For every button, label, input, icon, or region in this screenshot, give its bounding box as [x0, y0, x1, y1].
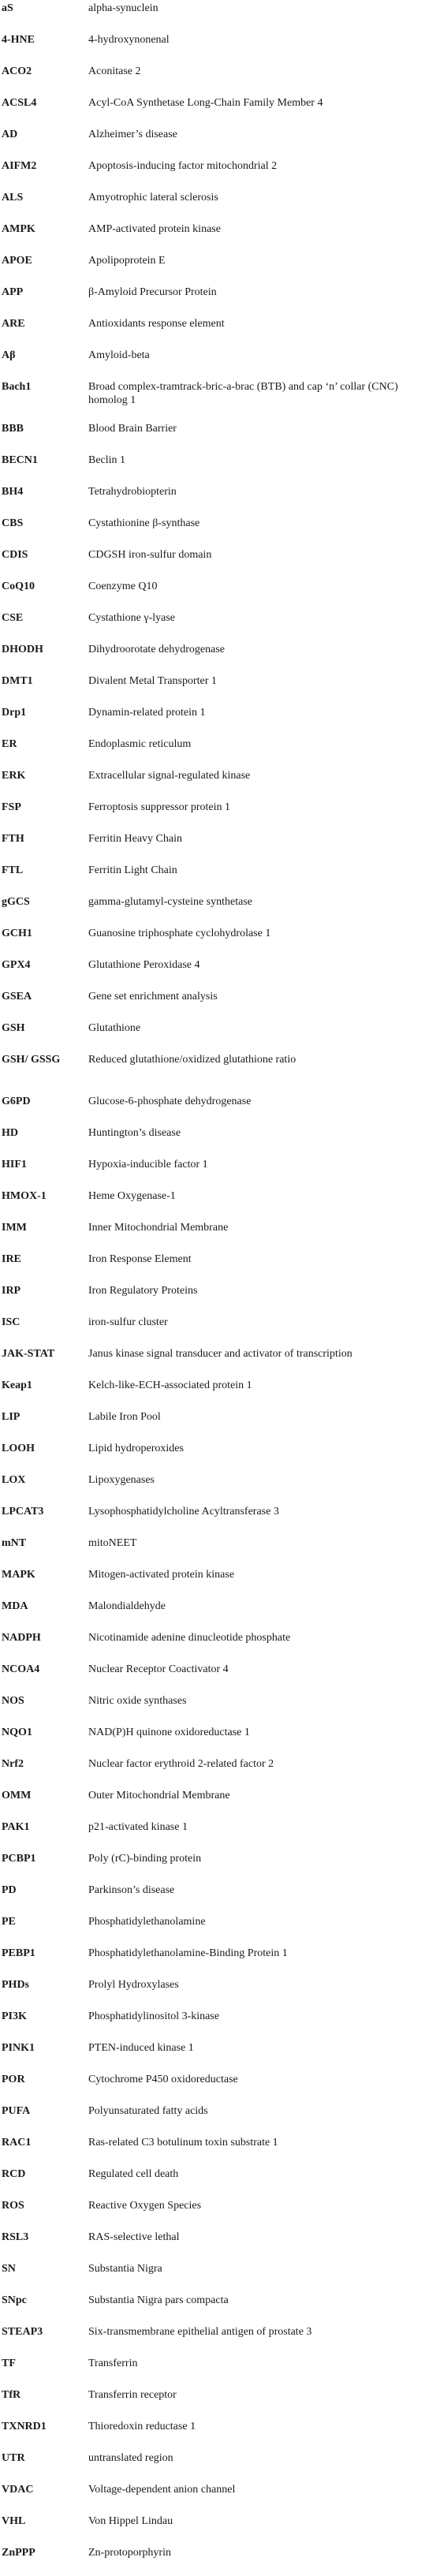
abbreviation-row — [0, 988, 440, 1020]
abbreviation-term: BECN1 — [2, 454, 38, 466]
abbreviation-row — [0, 1125, 440, 1156]
abbreviation-term: AMPK — [2, 223, 35, 235]
abbreviation-term: IRE — [2, 1253, 21, 1265]
abbreviation-term: Keap1 — [2, 1379, 32, 1391]
abbreviation-term: SNpc — [2, 2294, 27, 2306]
abbreviation-definition: Ferritin Heavy Chain — [88, 833, 182, 845]
abbreviation-term: VDAC — [2, 2484, 34, 2496]
abbreviation-row — [0, 1661, 440, 1693]
abbreviation-definition: Kelch-like-ECH-associated protein 1 — [88, 1379, 252, 1391]
abbreviation-term: CoQ10 — [2, 581, 35, 592]
abbreviation-term: HMOX-1 — [2, 1190, 47, 1202]
abbreviation-row — [0, 2324, 440, 2355]
abbreviation-term: DMT1 — [2, 675, 33, 687]
abbreviation-row — [0, 189, 440, 221]
abbreviation-row — [0, 547, 440, 578]
abbreviation-term: GPX4 — [2, 959, 31, 971]
abbreviation-definition: Cytochrome P450 oxidoreductase — [88, 2074, 238, 2085]
abbreviation-definition: Zn-protoporphyrin — [88, 2547, 171, 2559]
abbreviation-definition: Heme Oxygenase-1 — [88, 1190, 176, 1202]
abbreviation-term: ARE — [2, 318, 25, 330]
abbreviation-row — [0, 1535, 440, 1566]
abbreviation-definition: Aconitase 2 — [88, 65, 141, 77]
abbreviation-definition: Inner Mitochondrial Membrane — [88, 1222, 229, 1234]
abbreviation-term: Drp1 — [2, 707, 27, 719]
abbreviation-definition: PTEN-induced kinase 1 — [88, 2042, 194, 2054]
abbreviation-term: FTL — [2, 864, 24, 876]
abbreviation-term: LOOH — [2, 1443, 35, 1454]
abbreviation-row — [0, 1314, 440, 1346]
abbreviation-term: G6PD — [2, 1096, 31, 1107]
abbreviation-definition: Divalent Metal Transporter 1 — [88, 675, 217, 687]
abbreviation-term: ACSL4 — [2, 97, 37, 109]
abbreviation-term: APP — [2, 286, 24, 298]
abbreviation-term: VHL — [2, 2515, 26, 2527]
abbreviation-term: 4-HNE — [2, 34, 35, 46]
abbreviation-row — [0, 1409, 440, 1440]
abbreviation-definition: Phosphatidylinositol 3-kinase — [88, 2010, 220, 2022]
abbreviation-term: UTR — [2, 2452, 25, 2464]
abbreviation-row — [0, 95, 440, 126]
abbreviation-row — [0, 0, 440, 32]
abbreviation-term: PAK1 — [2, 1821, 30, 1833]
abbreviation-definition: Antioxidants response element — [88, 318, 225, 330]
abbreviation-row — [0, 1977, 440, 2008]
abbreviation-row — [0, 2197, 440, 2229]
abbreviation-definition: Lysophosphatidylcholine Acyltransferase 3 — [88, 1506, 279, 1518]
abbreviation-row — [0, 578, 440, 610]
abbreviation-definition: Reduced glutathione/oxidized glutathione ratio — [88, 1054, 296, 1066]
abbreviation-definition: Alzheimer’s disease — [88, 129, 177, 140]
abbreviation-row — [0, 284, 440, 315]
abbreviation-row — [0, 2134, 440, 2166]
abbreviation-row — [0, 1566, 440, 1598]
abbreviation-term: STEAP3 — [2, 2326, 43, 2338]
abbreviation-term: Aβ — [2, 349, 16, 361]
abbreviation-definition: Nicotinamide adenine dinucleotide phosphate — [88, 1632, 291, 1644]
abbreviation-row — [0, 1913, 440, 1945]
abbreviation-definition: Lipid hydroperoxides — [88, 1443, 184, 1454]
abbreviation-definition: Glutathione — [88, 1022, 141, 1034]
abbreviation-definition: Poly (rC)-binding protein — [88, 1853, 202, 1865]
abbreviation-definition: Ferritin Light Chain — [88, 864, 177, 876]
abbreviation-term: TXNRD1 — [2, 2421, 47, 2432]
abbreviation-definition: Thioredoxin reductase 1 — [88, 2421, 196, 2432]
abbreviation-row — [0, 799, 440, 831]
abbreviation-row — [0, 831, 440, 862]
abbreviation-term: ROS — [2, 2200, 24, 2212]
abbreviation-row — [0, 1598, 440, 1630]
abbreviation-row — [0, 221, 440, 252]
abbreviation-definition: Malondialdehyde — [88, 1600, 166, 1612]
abbreviation-definition: Endoplasmic reticulum — [88, 738, 192, 750]
abbreviation-definition: Nuclear factor erythroid 2-related factor 2 — [88, 1758, 274, 1770]
abbreviation-definition: Gene set enrichment analysis — [88, 991, 218, 1002]
abbreviation-definition: Voltage-dependent anion channel — [88, 2484, 236, 2496]
abbreviation-row — [0, 1819, 440, 1850]
abbreviation-definition: Cystathione γ-lyase — [88, 612, 175, 624]
abbreviation-term: PEBP1 — [2, 1947, 35, 1959]
abbreviation-row — [0, 2040, 440, 2071]
abbreviation-definition: Transferrin receptor — [88, 2389, 177, 2401]
abbreviation-row — [0, 483, 440, 515]
abbreviation-row — [0, 420, 440, 452]
abbreviation-term: MAPK — [2, 1569, 35, 1581]
abbreviation-term: RAC1 — [2, 2137, 32, 2149]
abbreviation-row — [0, 1188, 440, 1219]
abbreviation-row — [0, 925, 440, 957]
abbreviation-definition: Guanosine triphosphate cyclohydrolase 1 — [88, 928, 271, 939]
abbreviation-term: LPCAT3 — [2, 1506, 44, 1518]
abbreviation-term: LOX — [2, 1474, 26, 1486]
abbreviation-definition: Parkinson’s disease — [88, 1884, 175, 1896]
abbreviation-definition: Reactive Oxygen Species — [88, 2200, 202, 2212]
abbreviation-row — [0, 1724, 440, 1756]
abbreviation-definition: Amyloid-beta — [88, 349, 150, 361]
abbreviation-row — [0, 2261, 440, 2292]
abbreviation-definition: Apolipoprotein E — [88, 255, 166, 267]
abbreviation-definition: Phosphatidylethanolamine-Binding Protein 1 — [88, 1947, 288, 1959]
abbreviation-row — [0, 862, 440, 894]
abbreviation-definition: Tetrahydrobiopterin — [88, 486, 177, 498]
abbreviation-definition: Amyotrophic lateral sclerosis — [88, 192, 218, 203]
abbreviation-definition: Substantia Nigra pars compacta — [88, 2294, 229, 2306]
abbreviation-row — [0, 126, 440, 158]
abbreviation-term: MDA — [2, 1600, 28, 1612]
abbreviation-term: NQO1 — [2, 1727, 32, 1738]
abbreviation-row — [0, 641, 440, 673]
abbreviation-term: AIFM2 — [2, 160, 37, 172]
abbreviation-definition: Six-transmembrane epithelial antigen of prostate 3 — [88, 2326, 312, 2338]
abbreviation-row — [0, 1377, 440, 1409]
abbreviation-definition: iron-sulfur cluster — [88, 1316, 168, 1328]
abbreviation-definition: Iron Response Element — [88, 1253, 192, 1265]
abbreviation-term: CDIS — [2, 549, 28, 561]
abbreviation-term: ALS — [2, 192, 24, 203]
abbreviation-row — [0, 2166, 440, 2197]
abbreviation-row — [0, 704, 440, 736]
abbreviation-row — [0, 1693, 440, 1724]
abbreviation-row — [0, 1630, 440, 1661]
abbreviation-row — [0, 2544, 440, 2576]
abbreviation-row — [0, 1251, 440, 1282]
abbreviation-definition: Phosphatidylethanolamine — [88, 1916, 206, 1928]
abbreviation-row — [0, 1282, 440, 1314]
abbreviation-term: GCH1 — [2, 928, 32, 939]
abbreviation-definition: Regulated cell death — [88, 2168, 179, 2180]
abbreviation-term: POR — [2, 2074, 25, 2085]
abbreviation-row — [0, 379, 440, 420]
abbreviation-definition: CDGSH iron-sulfur domain — [88, 549, 212, 561]
abbreviation-definition: Ras-related C3 botulinum toxin substrate 1 — [88, 2137, 278, 2149]
abbreviation-row — [0, 2229, 440, 2261]
abbreviation-term: FTH — [2, 833, 24, 845]
abbreviation-term: aS — [2, 2, 13, 14]
abbreviation-definition: NAD(P)H quinone oxidoreductase 1 — [88, 1727, 250, 1738]
abbreviation-row — [0, 1756, 440, 1787]
abbreviation-term: ZnPPP — [2, 2547, 35, 2559]
abbreviation-term: HIF1 — [2, 1159, 27, 1170]
abbreviation-term: ER — [2, 738, 17, 750]
abbreviation-definition: Beclin 1 — [88, 454, 126, 466]
abbreviation-term: OMM — [2, 1790, 32, 1801]
abbreviation-term: NADPH — [2, 1632, 41, 1644]
abbreviation-term: TfR — [2, 2389, 21, 2401]
abbreviation-term: BH4 — [2, 486, 24, 498]
abbreviation-term: PCBP1 — [2, 1853, 36, 1865]
abbreviation-definition: Cystathionine β-synthase — [88, 517, 200, 529]
abbreviation-term: Nrf2 — [2, 1758, 24, 1770]
abbreviation-definition: untranslated region — [88, 2452, 173, 2464]
abbreviation-term: PHDs — [2, 1979, 29, 1991]
abbreviation-row — [0, 2071, 440, 2103]
abbreviation-term: IRP — [2, 1285, 21, 1297]
abbreviation-definition: Glutathione Peroxidase 4 — [88, 959, 200, 971]
abbreviation-term: ACO2 — [2, 65, 32, 77]
abbreviation-row — [0, 1440, 440, 1472]
abbreviation-row — [0, 1093, 440, 1125]
abbreviation-definition: Janus kinase signal transducer and activator of transcription — [88, 1348, 352, 1360]
abbreviation-term: Bach1 — [2, 381, 32, 393]
abbreviation-definition: Substantia Nigra — [88, 2263, 162, 2275]
abbreviation-row — [0, 767, 440, 799]
abbreviation-term: BBB — [2, 423, 24, 435]
abbreviation-row — [0, 315, 440, 347]
abbreviation-definition: Nuclear Receptor Coactivator 4 — [88, 1663, 229, 1675]
abbreviation-definition: RAS-selective lethal — [88, 2231, 180, 2243]
abbreviation-row — [0, 515, 440, 547]
abbreviation-definition: Iron Regulatory Proteins — [88, 1285, 198, 1297]
abbreviation-term: gGCS — [2, 896, 30, 908]
abbreviation-row — [0, 1472, 440, 1503]
abbreviation-row — [0, 32, 440, 63]
abbreviation-definition: Apoptosis-inducing factor mitochondrial 2 — [88, 160, 278, 172]
abbreviation-definition: 4-hydroxynonenal — [88, 34, 170, 46]
abbreviation-term: GSEA — [2, 991, 32, 1002]
abbreviation-term: ISC — [2, 1316, 21, 1328]
abbreviation-definition: Polyunsaturated fatty acids — [88, 2105, 208, 2117]
abbreviation-term: CBS — [2, 517, 24, 529]
abbreviation-row — [0, 1787, 440, 1819]
abbreviation-term: PI3K — [2, 2010, 27, 2022]
abbreviation-row — [0, 1850, 440, 1882]
abbreviation-term: AD — [2, 129, 18, 140]
abbreviation-term: NOS — [2, 1695, 24, 1707]
abbreviation-term: TF — [2, 2358, 16, 2369]
abbreviation-definition: Mitogen-activated protein kinase — [88, 1569, 235, 1581]
abbreviation-row — [0, 2387, 440, 2418]
abbreviation-definition: Outer Mitochondrial Membrane — [88, 1790, 230, 1801]
abbreviation-term: RSL3 — [2, 2231, 29, 2243]
abbreviation-row — [0, 957, 440, 988]
abbreviation-definition: Labile Iron Pool — [88, 1411, 161, 1423]
abbreviation-definition: Transferrin — [88, 2358, 138, 2369]
abbreviation-definition: Coenzyme Q10 — [88, 581, 158, 592]
abbreviation-row — [0, 452, 440, 483]
abbreviation-definition: β-Amyloid Precursor Protein — [88, 286, 217, 298]
abbreviation-row — [0, 252, 440, 284]
abbreviation-row — [0, 1219, 440, 1251]
abbreviation-definition: AMP-activated protein kinase — [88, 223, 221, 235]
abbreviation-definition: Blood Brain Barrier — [88, 423, 177, 435]
abbreviation-row — [0, 347, 440, 379]
abbreviation-term: IMM — [2, 1222, 27, 1234]
abbreviation-row — [0, 610, 440, 641]
abbreviation-term: PE — [2, 1916, 16, 1928]
abbreviation-row — [0, 2513, 440, 2544]
abbreviation-term: GSH/ GSSG — [2, 1054, 61, 1066]
abbreviation-row — [0, 2292, 440, 2324]
abbreviation-term: JAK-STAT — [2, 1348, 55, 1360]
abbreviation-term: RCD — [2, 2168, 26, 2180]
abbreviation-definition: Nitric oxide synthases — [88, 1695, 187, 1707]
abbreviation-definition: Glucose-6-phosphate dehydrogenase — [88, 1096, 252, 1107]
abbreviation-definition: Hypoxia-inducible factor 1 — [88, 1159, 208, 1170]
abbreviation-definition: mitoNEET — [88, 1537, 137, 1549]
abbreviation-term: FSP — [2, 801, 21, 813]
abbreviation-row — [0, 2418, 440, 2450]
abbreviation-row — [0, 1346, 440, 1377]
abbreviation-row — [0, 2355, 440, 2387]
abbreviation-definition: Extracellular signal-regulated kinase — [88, 770, 251, 782]
abbreviation-row — [0, 1156, 440, 1188]
abbreviation-definition: gamma-glutamyl-cysteine synthetase — [88, 896, 252, 908]
abbreviation-row — [0, 158, 440, 189]
abbreviation-definition: Huntington’s disease — [88, 1127, 181, 1139]
abbreviation-term: PD — [2, 1884, 17, 1896]
abbreviation-definition: p21-activated kinase 1 — [88, 1821, 188, 1833]
abbreviation-row — [0, 2008, 440, 2040]
abbreviation-term: LIP — [2, 1411, 21, 1423]
abbreviation-row — [0, 736, 440, 767]
abbreviation-row — [0, 1503, 440, 1535]
abbreviation-term: PINK1 — [2, 2042, 35, 2054]
abbreviation-term: CSE — [2, 612, 24, 624]
abbreviation-term: DHODH — [2, 644, 43, 655]
abbreviation-term: ERK — [2, 770, 26, 782]
abbreviation-term: SN — [2, 2263, 16, 2275]
abbreviation-row — [0, 1020, 440, 1051]
abbreviation-row — [0, 673, 440, 704]
abbreviation-row — [0, 2450, 440, 2481]
abbreviation-term: NCOA4 — [2, 1663, 40, 1675]
abbreviation-definition: Acyl-CoA Synthetase Long-Chain Family Member 4 — [88, 97, 323, 109]
abbreviation-row — [0, 1882, 440, 1913]
abbreviation-term: GSH — [2, 1022, 25, 1034]
abbreviation-row — [0, 63, 440, 95]
abbreviation-term: APOE — [2, 255, 32, 267]
abbreviation-term: PUFA — [2, 2105, 31, 2117]
abbreviation-row — [0, 894, 440, 925]
abbreviation-row — [0, 2481, 440, 2513]
abbreviation-definition: Von Hippel Lindau — [88, 2515, 173, 2527]
abbreviation-definition: Dihydroorotate dehydrogenase — [88, 644, 225, 655]
abbreviation-definition: Prolyl Hydroxylases — [88, 1979, 179, 1991]
abbreviation-definition: alpha-synuclein — [88, 2, 158, 14]
abbreviation-term: mNT — [2, 1537, 27, 1549]
abbreviation-definition: Lipoxygenases — [88, 1474, 155, 1486]
abbreviation-row — [0, 1051, 440, 1093]
abbreviation-row — [0, 1945, 440, 1977]
abbreviation-definition: Broad complex-tramtrack-bric-a-brac (BTB) and cap ‘n’ collar (CNC) homolog 1 — [88, 381, 398, 406]
abbreviation-definition: Ferroptosis suppressor protein 1 — [88, 801, 231, 813]
abbreviation-definition: Dynamin-related protein 1 — [88, 707, 206, 719]
abbreviation-row — [0, 2103, 440, 2134]
abbreviation-term: HD — [2, 1127, 18, 1139]
